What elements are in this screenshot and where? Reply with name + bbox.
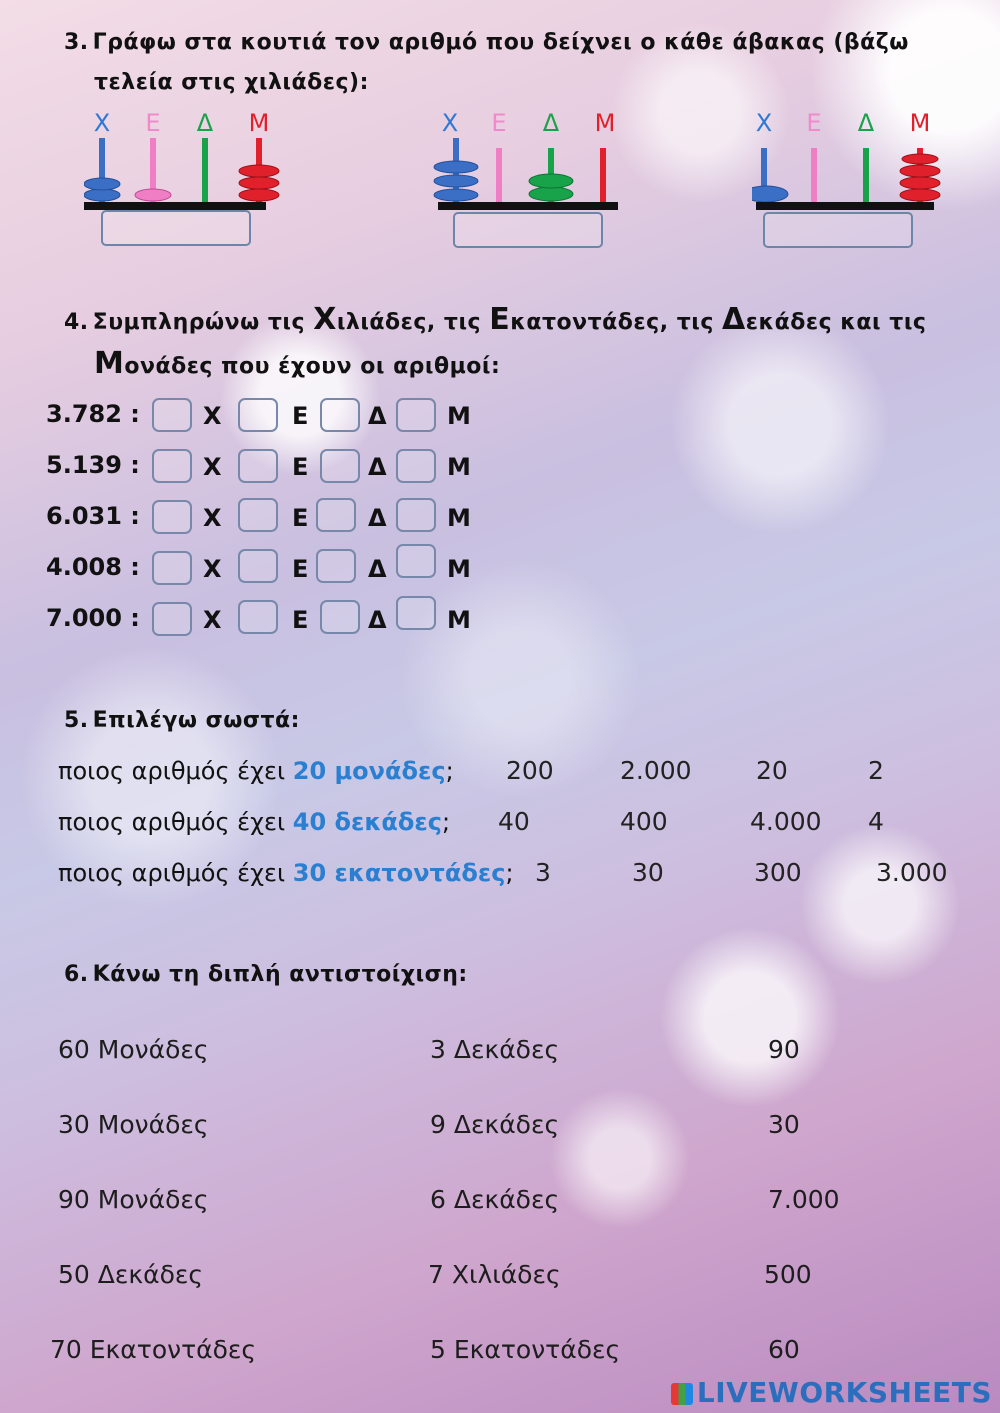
q4-hundreds-box[interactable] (238, 549, 278, 583)
abacus-2-label-e: Ε (491, 109, 507, 137)
q4-hundreds-box[interactable] (238, 398, 278, 432)
q6-title: Κάνω τη διπλή αντιστοίχιση: (92, 962, 468, 987)
abacus-2-label-d: Δ (542, 109, 560, 137)
abacus-3-label-e: Ε (806, 109, 822, 137)
q6-right-item[interactable]: 60 (768, 1335, 800, 1364)
q4-row-label: 3.782 : (46, 400, 140, 428)
q4-number: 4. (64, 310, 89, 335)
q6-left-item[interactable]: 90 Μονάδες (58, 1185, 209, 1214)
q6-middle-item[interactable]: 6 Δεκάδες (430, 1185, 560, 1214)
q6-right-item[interactable]: 500 (764, 1260, 812, 1289)
q4-row-label: 6.031 : (46, 502, 140, 530)
abacus-3-base (756, 202, 934, 210)
q5-question: ποιος αριθμός έχει 30 εκατοντάδες; (58, 859, 514, 887)
q5-option[interactable]: 300 (754, 858, 802, 887)
q4-tens-box[interactable] (316, 549, 356, 583)
abacus-1-bead (84, 189, 120, 201)
q3-heading-line2: τελεία στις χιλιάδες): (94, 70, 369, 95)
q4-unit-d: Δ (368, 555, 387, 583)
q4-unit-d: Δ (368, 504, 387, 532)
q4-hundreds-box[interactable] (238, 498, 278, 532)
q4-units-box[interactable] (396, 498, 436, 532)
abacus-1-label-m: Μ (248, 109, 270, 137)
abacus-1-label-d: Δ (196, 109, 214, 137)
abacus-3-bead (900, 165, 940, 177)
abacus-2-base (438, 202, 618, 210)
abacus-2-bead (529, 187, 573, 201)
q4-unit-e: Ε (292, 504, 309, 532)
q4-unit-m: Μ (447, 504, 471, 532)
q4-unit-m: Μ (447, 606, 471, 634)
q4-units-box[interactable] (396, 398, 436, 432)
q4-tens-box[interactable] (320, 600, 360, 634)
q4-tens-box[interactable] (320, 398, 360, 432)
q3-text-line1: Γράφω στα κουτιά τον αριθμό που δείχνει ο κάθε άβακας (βάζω (92, 30, 909, 55)
q5-option[interactable]: 4.000 (750, 807, 822, 836)
q4-unit-m: Μ (447, 555, 471, 583)
q4-units-box[interactable] (396, 544, 436, 578)
abacus-1-label-x: Χ (93, 109, 111, 137)
abacus-1-bead (239, 177, 279, 189)
abacus-2-bead (434, 161, 478, 173)
q5-option[interactable]: 2.000 (620, 756, 692, 785)
q5-option[interactable]: 400 (620, 807, 668, 836)
q5-option[interactable]: 3.000 (876, 858, 948, 887)
abacus-1-label-e: Ε (145, 109, 161, 137)
q4-thousands-box[interactable] (152, 500, 192, 534)
abacus-3-rod-d (863, 148, 869, 202)
q4-hundreds-box[interactable] (238, 600, 278, 634)
abacus-2-drawing (432, 104, 632, 214)
abacus-1-drawing (84, 104, 284, 214)
abacus-3-label-d: Δ (857, 109, 875, 137)
q5-question: ποιος αριθμός έχει 20 μονάδες; (58, 757, 454, 785)
q3-number: 3. (64, 30, 89, 55)
q4-unit-m: Μ (447, 453, 471, 481)
abacus-3-rod-e (811, 148, 817, 202)
q5-option[interactable]: 30 (632, 858, 664, 887)
q6-right-item[interactable]: 30 (768, 1110, 800, 1139)
abacus-2-answer-box[interactable] (453, 212, 603, 248)
abacus-3-answer-box[interactable] (763, 212, 913, 248)
q4-units-box[interactable] (396, 596, 436, 630)
q4-thousands-box[interactable] (152, 602, 192, 636)
abacus-3-bead (902, 154, 938, 164)
q4-unit-x: Χ (203, 453, 222, 481)
abacus-3-bead (900, 177, 940, 189)
q4-thousands-box[interactable] (152, 449, 192, 483)
q6-number: 6. (64, 962, 89, 987)
abacus-1-bead (239, 189, 279, 201)
q5-heading (64, 708, 300, 733)
abacus-2-bead (529, 174, 573, 188)
q5-option[interactable]: 4 (868, 807, 884, 836)
q4-unit-x: Χ (203, 402, 222, 430)
q4-unit-x: Χ (203, 504, 222, 532)
abacus-1-bead (84, 178, 120, 190)
q4-unit-d: Δ (368, 453, 387, 481)
liveworksheets-logo-icon (671, 1383, 693, 1405)
abacus-1-answer-box[interactable] (101, 210, 251, 246)
abacus-1-bead (135, 189, 171, 201)
q3-heading-line1 (64, 30, 909, 55)
abacus-1-bead (239, 165, 279, 177)
q6-right-item[interactable]: 90 (768, 1035, 800, 1064)
q4-unit-d: Δ (368, 402, 387, 430)
q6-middle-item[interactable]: 9 Δεκάδες (430, 1110, 560, 1139)
q6-left-item[interactable]: 30 Μονάδες (58, 1110, 209, 1139)
q4-hundreds-box[interactable] (238, 449, 278, 483)
q4-unit-x: Χ (203, 606, 222, 634)
q4-tens-box[interactable] (316, 498, 356, 532)
abacus-2-label-m: Μ (594, 109, 616, 137)
q4-row-label: 7.000 : (46, 604, 140, 632)
q5-title: Επιλέγω σωστά: (92, 708, 300, 733)
q6-left-item[interactable]: 70 Εκατοντάδες (50, 1335, 257, 1364)
q6-middle-item[interactable]: 7 Χιλιάδες (428, 1260, 561, 1289)
q5-option[interactable]: 20 (756, 756, 788, 785)
q5-number: 5. (64, 708, 89, 733)
q6-middle-item[interactable]: 5 Εκατοντάδες (430, 1335, 621, 1364)
q6-right-item[interactable]: 7.000 (768, 1185, 840, 1214)
abacus-1-base (84, 202, 266, 210)
abacus-2-bead (434, 189, 478, 201)
q4-unit-d: Δ (368, 606, 387, 634)
q4-row-label: 4.008 : (46, 553, 140, 581)
abacus-3-label-x: Χ (755, 109, 773, 137)
q5-option[interactable]: 40 (498, 807, 530, 836)
abacus-1-rod-d (202, 138, 208, 202)
abacus-2-rod-e (496, 148, 502, 202)
q4-row-label: 5.139 : (46, 451, 140, 479)
q4-thousands-box[interactable] (152, 551, 192, 585)
q6-left-item[interactable]: 60 Μονάδες (58, 1035, 209, 1064)
q4-unit-e: Ε (292, 555, 309, 583)
q4-heading-line1: 4. Συμπληρώνω τις Χιλιάδες, τις Εκατοντάδες, τις Δεκάδες και τις (64, 302, 927, 337)
q6-left-item[interactable]: 50 Δεκάδες (58, 1260, 204, 1289)
abacus-2-label-x: Χ (441, 109, 459, 137)
q5-option[interactable]: 200 (506, 756, 554, 785)
q4-tens-box[interactable] (320, 449, 360, 483)
q4-unit-x: Χ (203, 555, 222, 583)
q4-unit-e: Ε (292, 453, 309, 481)
q4-unit-m: Μ (447, 402, 471, 430)
q6-heading (64, 962, 468, 987)
abacus-2-rod-m (600, 148, 606, 202)
q5-question: ποιος αριθμός έχει 40 δεκάδες; (58, 808, 451, 836)
q5-option[interactable]: 2 (868, 756, 884, 785)
abacus-3-label-m: Μ (909, 109, 931, 137)
q4-thousands-box[interactable] (152, 398, 192, 432)
abacus-3-bead (752, 186, 788, 202)
q4-unit-e: Ε (292, 402, 309, 430)
q4-unit-e: Ε (292, 606, 309, 634)
abacus-3-drawing (752, 104, 952, 214)
q4-heading-line2: Μονάδες που έχουν οι αριθμοί: (94, 346, 501, 381)
q4-units-box[interactable] (396, 449, 436, 483)
q6-middle-item[interactable]: 3 Δεκάδες (430, 1035, 560, 1064)
q5-option[interactable]: 3 (535, 858, 551, 887)
abacus-3-bead (900, 189, 940, 201)
liveworksheets-logo: LIVEWORKSHEETS (671, 1376, 992, 1409)
abacus-2-bead (434, 175, 478, 187)
